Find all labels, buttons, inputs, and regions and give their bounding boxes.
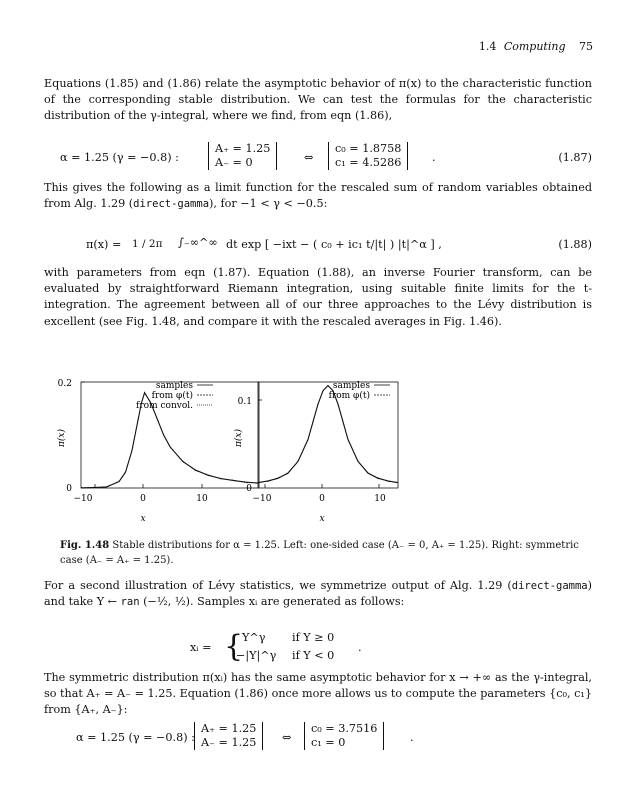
equation-last [76,722,496,756]
section-number: 1.4 [478,40,497,53]
right-legend-1: samples [332,381,370,391]
eq-last-arrow: ⇔ [282,731,292,744]
eq187-a-minus: A₋ = 0 [215,156,253,169]
eq187-c1: c₁ = 4.5286 [335,156,402,169]
eq-last-c1: c₁ = 0 [311,736,346,749]
code-direct-gamma-2: direct-gamma [511,580,588,592]
paragraph-2-text [44,180,592,212]
paragraph-3-text: with parameters from eqn (1.87). Equation (1.88), an inverse Fourier transform, can be evaluated by straightforward Riemann integration, using suitable finite limits for the t-integration. The agreement between all of our three approaches to the Lévy distribution is excellent (see Fig. 1.48, and compare it with the rescaled averages in Fig. 1.46). [44,266,592,328]
equation-1-87 [60,142,610,176]
paragraph-1-text: Equations (1.85) and (1.86) relate the asymptotic behavior of π(x) to the characteristic function of the corresponding stable distribution. We can test the formulas for the characteristic distribution of the γ-integral, where we find, from eqn (1.86), [44,77,592,123]
paragraph-5 [44,670,592,719]
left-xlabel: x [140,514,146,524]
eq-last-tail: . [410,731,414,744]
eq188-integral: ∫₋∞^∞ [178,236,218,249]
eq-last-c0: c₀ = 3.7516 [311,722,378,735]
figure-1-48 [40,370,600,530]
eq187-c0: c₀ = 1.8758 [335,142,402,155]
eq187-a-plus: A₊ = 1.25 [215,142,271,155]
left-legend-2: from φ(t) [151,391,193,401]
left-plot [56,379,259,524]
eq-last-a-minus: A₋ = 1.25 [201,736,257,749]
eq188-body: dt exp [ −ixt − ( c₀ + ic₁ t/|t| ) |t|^α ] , [226,238,442,251]
right-ytick-label-top: 0.1 [237,397,252,407]
eq188-lhs: π(x) = [86,238,122,251]
eq187-a-bracket [208,142,277,170]
paragraph-4-a: For a second illustration of Lévy statistics, we symmetrize output of Alg. 1.29 ( [44,579,512,592]
running-header [479,40,593,53]
equation-1-88 [86,228,592,264]
eq187-number: (1.87) [558,151,592,164]
eq-last-a-plus: A₊ = 1.25 [201,722,257,735]
eq-case-cond-2: if Υ < 0 [292,649,335,662]
eq-last-a-bracket [194,722,263,750]
code-direct-gamma: direct-gamma [133,198,210,211]
right-xtick-label-1: −10 [252,494,272,504]
left-xtick-label-1: −10 [73,494,93,504]
paragraph-4-b: ) and take Υ ← [44,579,592,609]
eq-last-c-bracket [304,722,384,750]
paragraph-4-text [44,578,592,610]
left-ytick-label-top: 0.2 [57,379,72,389]
paragraph-1 [44,76,592,125]
eq-case-lhs: xᵢ = [190,641,212,654]
left-ylabel: π(x) [57,428,67,448]
caption-text: Stable distributions for α = 1.25. Left: one-sided case (A₋ = 0, A₊ = 1.25). Right: symmetric case (A₋ = A₊ = 1.25). [60,540,579,566]
eq188-number: (1.88) [558,238,592,251]
paragraph-2-b: ), for −1 < γ < −0.5: [209,197,328,211]
section-title: Computing [503,40,566,53]
left-xtick-label-2: 0 [140,494,146,504]
eq188-frac: 1 / 2π [132,238,163,250]
right-plot [233,381,398,524]
paragraph-2-a: This gives the following as a limit function for the rescaled sum of random variables obtained from Alg. 1.29 ( [44,181,592,211]
eq-case-brace: { [224,629,244,664]
right-ylabel: π(x) [234,428,244,448]
right-legend-2: from φ(t) [328,391,370,401]
equation-cases [190,628,430,668]
left-xtick-label-3: 10 [196,494,208,504]
paragraph-2 [44,180,592,212]
eq187-lhs: α = 1.25 (γ = −0.8) : [60,151,179,164]
right-xtick-label-2: 0 [319,494,325,504]
eq187-arrow: ⇔ [304,151,314,164]
right-xtick-label-3: 10 [374,494,386,504]
code-ran: ran [120,596,140,609]
paragraph-4 [44,578,592,610]
left-legend-3: from convol. [136,401,193,411]
paragraph-3 [44,265,592,330]
eq-last-lhs: α = 1.25 (γ = −0.8) : [76,731,195,744]
figure-caption [60,538,600,568]
eq-case-tail: . [358,641,362,654]
right-ytick-label-bottom: 0 [246,484,252,494]
right-xlabel: x [319,514,325,524]
page-number: 75 [579,40,593,53]
eq-case-2: −|Υ|^γ [236,649,277,662]
eq-case-1: Υ^γ [242,631,266,644]
left-legend-1: samples [155,381,193,391]
paragraph-4-c: (−½, ½). Samples xᵢ are generated as follows: [139,595,405,609]
paragraph-5-text: The symmetric distribution π(xᵢ) has the same asymptotic behavior for x → +∞ as the γ-integral, so that A₊ = A₋ = 1.25. Equation (1.86) once more allows us to compute the parameters {c₀, c₁} from {A₊, A₋}: [44,671,592,717]
caption-label: Fig. 1.48 [60,540,110,551]
left-ytick-label-bottom: 0 [66,484,72,494]
eq-case-cond-1: if Υ ≥ 0 [292,631,335,644]
eq187-tail: . [432,151,436,164]
